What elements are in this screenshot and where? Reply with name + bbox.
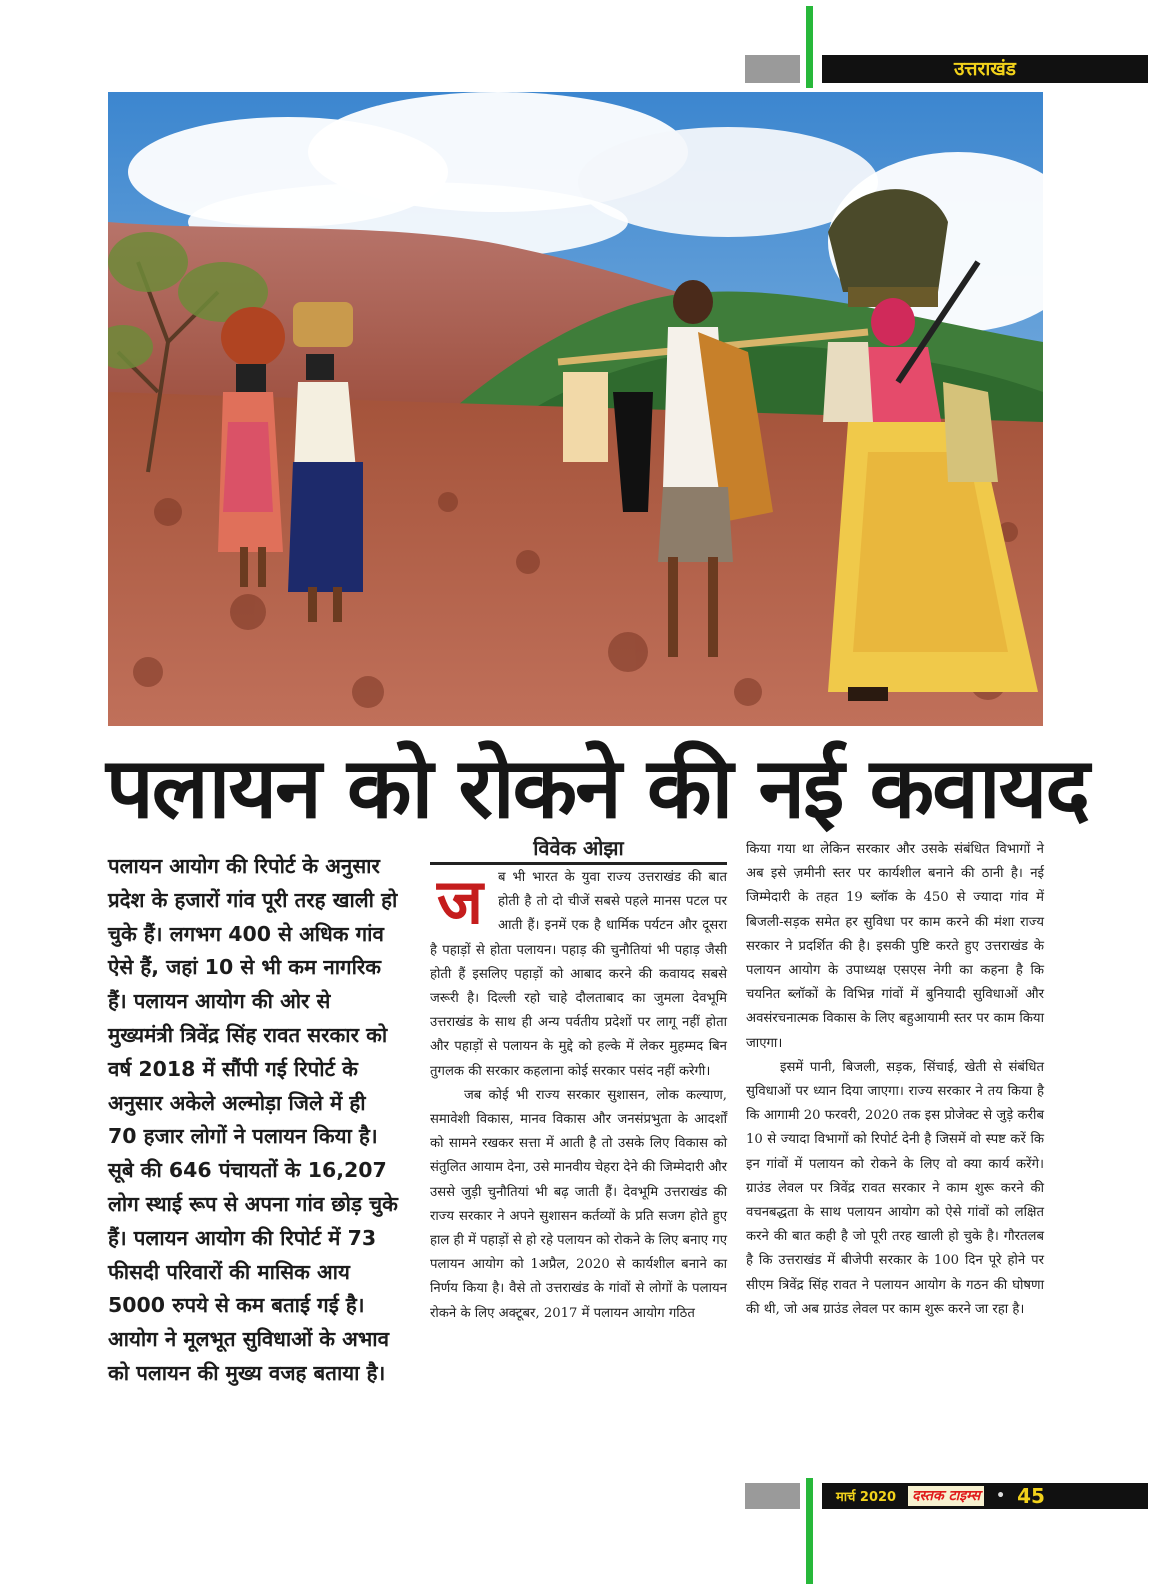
article-photo [108,92,1043,726]
article-photo-illustration [108,92,1043,726]
article-paragraph-3: किया गया था लेकिन सरकार और उसके संबंधित विभागों ने अब इसे ज़मीनी स्तर पर कार्यशील बनाने की ठानी है। नई जिम्मेदारी के तहत 19 ब्लॉक के 450 से ज्यादा गांव में बिजली-सड़क समेत हर सुविधा पर काम करने की मंशा राज्य सरकार ने प्रदर्शित की है। इसकी पुष्टि करते हुए उत्तराखंड के पलायन आयोग के उपाध्यक्ष एसएस नेगी का कहना है कि चयनित ब्लॉकों के विभिन्न गांवों में बुनियादी सुविधाओं और अवसंरचनात्मक विकास के लिए बहुआयामी स्तर पर काम किया जाएगा। [746,842,1044,1051]
article-paragraph-1-text: ब भी भारत के युवा राज्य उत्तराखंड की बात होती है तो दो चीजें सबसे पहले मानस पटल पर आती हैं। इनमें एक है धार्मिक पर्यटन और दूसरा है पहाड़ों से होता पलायन। पहाड़ की चुनौतियां भी पहाड़ जैसी होती हैं इसलिए पहाड़ों को आबाद करने की कवायद सबसे जरूरी है। दिल्ली रहो चाहे दौलताबाद का जुमला देवभूमि उत्तराखंड के साथ ही अन्य पर्वतीय प्रदेशों पर लागू नहीं होता और पहाड़ों से पलायन के मुद्दे को हल्के में लेकर मुहम्मद बिन तुगलक की सरकार कहलाना कोई सरकार पसंद नहीं करेगी। [430,870,727,1079]
drop-cap: ज [436,865,483,938]
footer-bar [822,1483,1148,1509]
article-column-2 [430,866,727,1326]
grey-accent-block-bottom [745,1483,800,1509]
article-paragraph-1 [430,866,727,1084]
article-paragraph-2: जब कोई भी राज्य सरकार सुशासन, लोक कल्याण, समावेशी विकास, मानव विकास और जनसंप्रभुता के आदर्शों को सामने रखकर सत्ता में आती है तो उसके लिए विकास को संतुलित आयाम देना, उसे मानवीय चेहरा देने की जिम्मेदारी और उससे जुड़ी चुनौतियां भी बढ़ जाती हैं। देवभूमि उत्तराखंड की राज्य सरकार ने अपने सुशासन कर्तव्यों के प्रति सजग होते हुए हाल ही में पहाड़ों से हो रहे पलायन को रोकने के लिए बनाए गए पलायन आयोग को 1अप्रैल, 2020 से कार्यशील बनाने का निर्णय किया है। वैसे तो उत्तराखंड के गांवों से लोगों के पलायन रोकने के लिए अक्टूबर, 2017 में पलायन आयोग गठित [430,1087,727,1321]
article-column-3 [746,838,1044,1322]
issue-date: मार्च 2020 [836,1490,897,1505]
pull-quote: पलायन आयोग की रिपोर्ट के अनुसार प्रदेश के हजारों गांव पूरी तरह खाली हो चुके हैं। लगभग 400 से अधिक गांव ऐसे हैं, जहां 10 से भी कम नागरिक हैं। पलायन आयोग की ओर से मुख्यमंत्री त्रिवेंद्र सिंह रावत सरकार को वर्ष 2018 में सौंपी गई रिपोर्ट के अनुसार अकेले अल्मोड़ा जिले में ही 70 हजार लोगों ने पलायन किया है। सूबे की 646 पंचायतों के 16,207 लोग स्थाई रूप से अपना गांव छोड़ चुके हैं। पलायन आयोग की रिपोर्ट में 73 फीसदी परिवारों की मासिक आय 5000 रुपये से कम बताई गई है। आयोग ने मूलभूत सुविधाओं के अभाव को पलायन की मुख्य वजह बताया है। [108,854,398,1385]
magazine-logo: दस्तक टाइम्स [908,1486,984,1506]
green-accent-bar-bottom [806,1478,813,1584]
grey-accent-block-top [745,55,800,83]
headline: पलायन को रोकने की नई कवायद [106,739,1088,837]
page-number: 45 [1017,1484,1045,1508]
section-tag: उत्तराखंड [822,55,1148,83]
green-accent-bar-top [806,6,813,88]
footer-separator: • [996,1488,1006,1504]
article-paragraph-4: इसमें पानी, बिजली, सड़क, सिंचाई, खेती से संबंधित सुविधाओं पर ध्यान दिया जाएगा। राज्य सरकार ने तय किया है कि आगामी 20 फरवरी, 2020 तक इस प्रोजेक्ट से जुड़े करीब 10 से ज्यादा विभागों को रिपोर्ट देनी है जिसमें वो स्पष्ट करें कि इन गांवों में पलायन को रोकने के लिए वो क्या कार्य करेंगे। ग्राउंड लेवल पर त्रिवेंद्र रावत सरकार ने काम शुरू करने की वचनबद्धता के साथ पलायन आयोग को ऐसे गांवों को लक्षित करने की बात कही है जो पूरी तरह खाली हो चुके है। गौरतलब है कि उत्तराखंड में बीजेपी सरकार के 100 दिन पूरे होने पर सीएम त्रिवेंद्र सिंह रावत ने पलायन आयोग के गठन की घोषणा की थी, जो अब ग्राउंड लेवल पर काम शुरू करने जा रहा है। [746,1059,1044,1317]
byline: विवेक ओझा [533,836,624,860]
